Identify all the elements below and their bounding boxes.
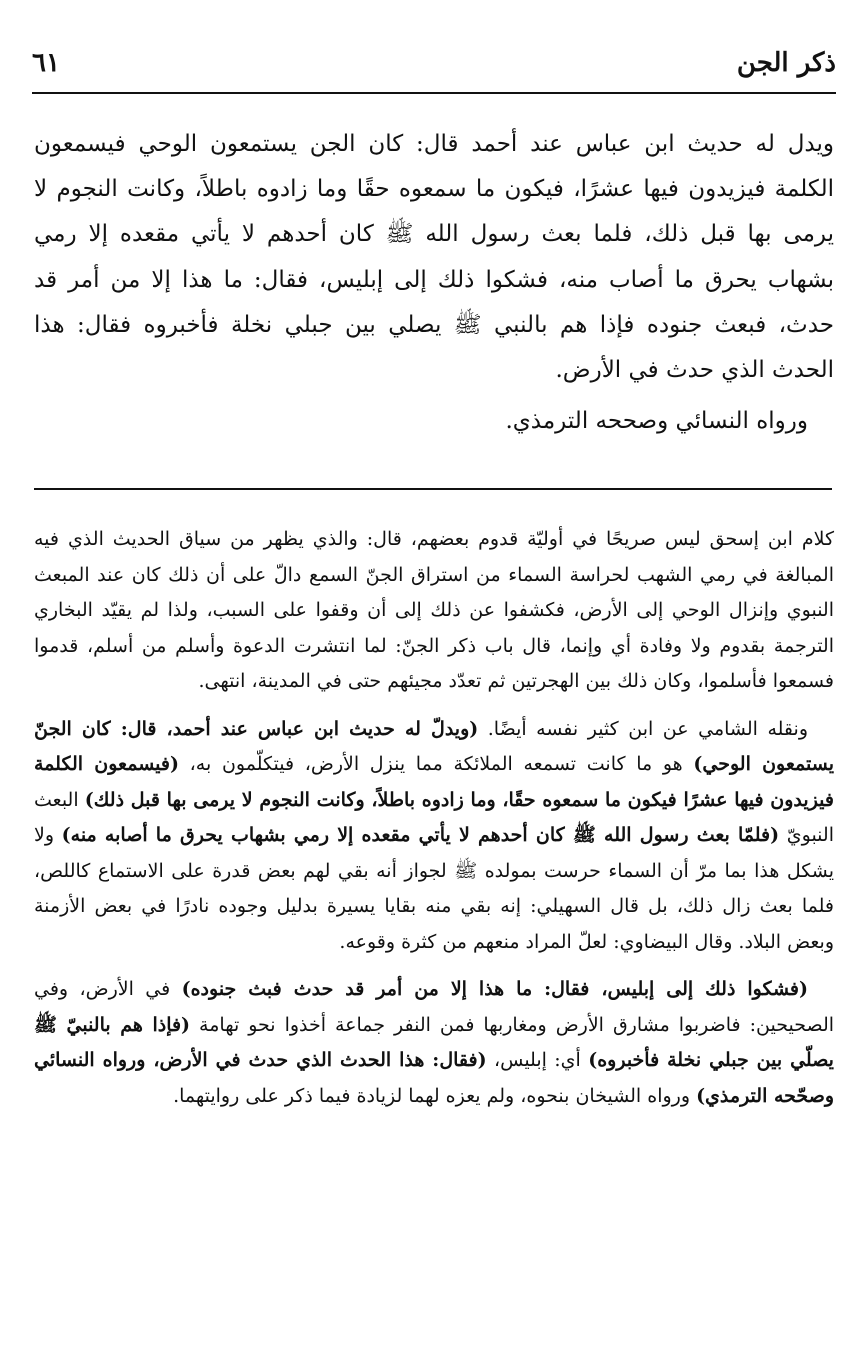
commentary-paragraph: كلام ابن إسحق ليس صريحًا في أوليّة قدوم بعضهم، قال: والذي يظهر من سياق الحديث الذي فيه المبالغة في رمي الشهب لحراسة السماء من استراق الجنّ السمع دالّ على أن ذلك كان عند المبعث النبوي وإنزال الوحي إلى الأرض، فكشفوا عن ذلك إلى أن وقفوا على السبب، ولذا لم يقيّد البخاري الترجمة بقدوم ولا وفادة أي وإنما، قال باب ذكر الجنّ: لما انتشرت الدعوة وأسلم من أسلم، قدموا فسمعوا فأسلموا، وكان ذلك بين الهجرتين ثم تعدّد مجيئهم حتى في المدينة، انتهى. — [34, 528, 834, 692]
commentary-paragraph — [34, 972, 834, 1114]
quoted-hadith-text: (فلمّا بعث رسول الله ﷺ كان أحدهم لا يأتي مقعده إلا رمي بشهاب يحرق ما أصابه منه) — [61, 824, 780, 846]
commentary-text: أي: إبليس، — [486, 1049, 589, 1071]
commentary-text: ونقله الشامي عن ابن كثير نفسه أيضًا. — [478, 717, 808, 740]
commentary-text: في الأرض، وفي الصحيحين: فاضربوا مشارق الأرض ومغاربها فمن النفر جماعة أخذوا نحو تهامة — [34, 978, 835, 1036]
footnote-divider — [34, 488, 832, 490]
quoted-hadith-text: (فشكوا ذلك إلى إبليس، فقال: ما هذا إلا من أمر قد حدث فبث جنوده) — [181, 978, 808, 1000]
commentary-text: هو ما كانت تسمعه الملائكة مما ينزل الأرض، فيتكلّمون به، — [178, 753, 694, 775]
quoted-hadith-text: (فإذا هم بالنبيّ ﷺ يصلّي بين جبلي نخلة فأخبروه) — [34, 1013, 834, 1071]
main-text — [34, 122, 834, 444]
commentary-text: البعث النبويّ — [34, 788, 834, 846]
commentary-text: ورواه الشيخان بنحوه، ولم يعزه لهما لزيادة فيما ذكر على روايتهما. — [173, 1084, 697, 1107]
main-paragraph: ورواه النسائي وصححه الترمذي. — [505, 408, 808, 435]
commentary-text: ولا يشكل هذا بما مرّ أن السماء حرست بمولده ﷺ لجواز أنه بقي لهم بعض قدرة على الاستماع كاللص، فلما بعث زال ذلك، بل قال السهيلي: إنه بقي منه بقايا يسيرة بدليل وجوده نادرًا في بعض الأزمنة وبعض البلاد. وقال البيضاوي: لعلّ المراد منعهم من كثرة وقوعه. — [34, 824, 834, 953]
main-paragraph: ويدل له حديث ابن عباس عند أحمد قال: كان الجن يستمعون الوحي فيسمعون الكلمة فيزيدون فيها عشرًا، فيكون ما سمعوه حقًا وما زادوه باطلاً، وكانت النجوم لا يرمى بها قبل ذلك، فلما بعث رسول الله ﷺ كان أحدهم لا يأتي مقعده إلا رمي بشهاب يحرق ما أصاب منه، فشكوا ذلك إلى إبليس، فقال: ما هذا إلا من أمر قد حدث، فبعث جنوده فإذا هم بالنبي ﷺ يصلي بين جبلي نخلة فأخبروه فقال: هذا الحدث الذي حدث في الأرض. — [34, 131, 834, 384]
quoted-hadith-text: (ويدلّ له حديث ابن عباس عند أحمد، قال: كان الجنّ يستمعون الوحي) — [34, 717, 834, 775]
quoted-hadith-text: (فقال: هذا الحدث الذي حدث في الأرض، ورواه النسائي وصحّحه الترمذي) — [34, 1049, 834, 1107]
commentary-paragraph — [34, 712, 834, 961]
quoted-hadith-text: (فيسمعون الكلمة فيزيدون فيها عشرًا فيكون ما سمعوه حقًا، وما زادوه باطلاً، وكانت النجوم لا يرمى بها قبل ذلك) — [34, 753, 834, 811]
page-header — [32, 44, 836, 94]
chapter-title: ذكر الجن — [736, 48, 836, 78]
commentary-notes — [34, 522, 834, 1126]
page-number: ٦١ — [32, 48, 60, 78]
